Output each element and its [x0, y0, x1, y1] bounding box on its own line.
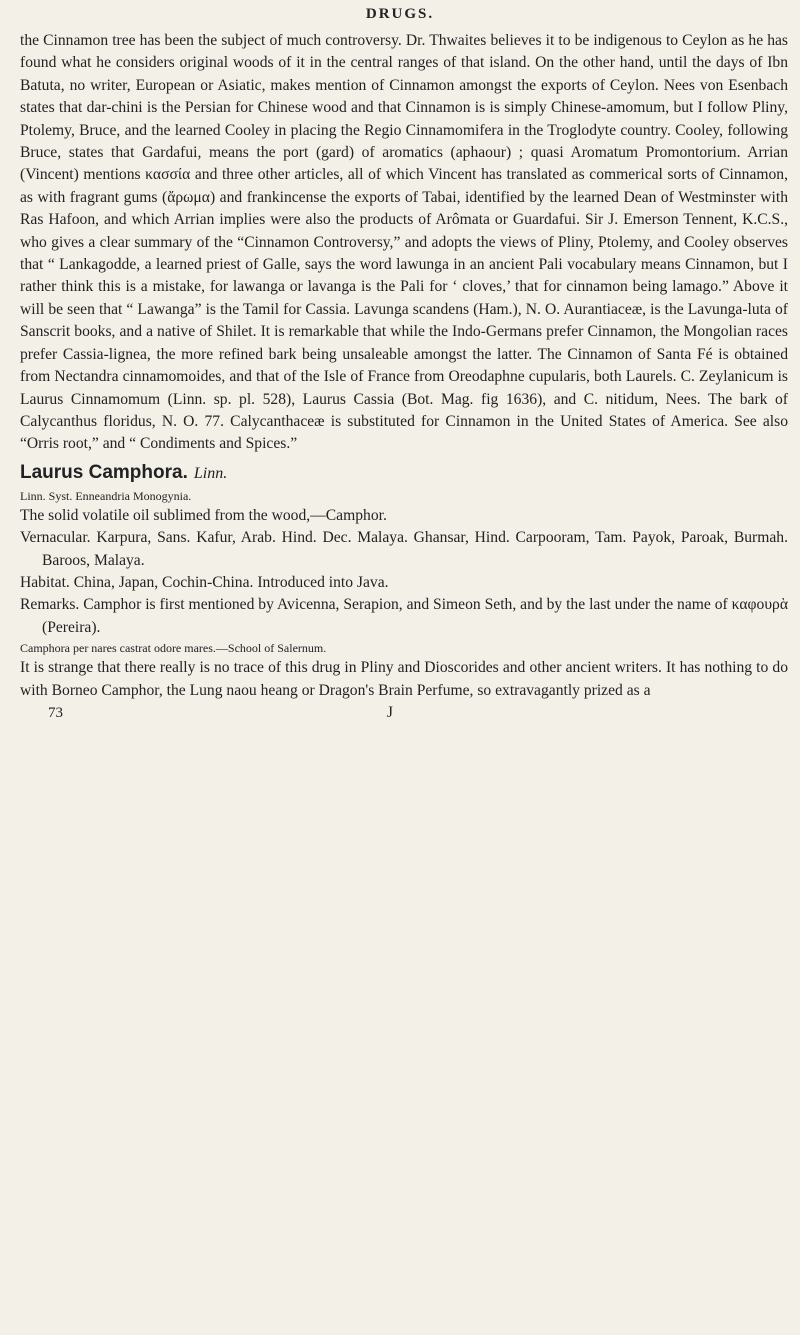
- vernacular-entry: Vernacular. Karpura, Sans. Kafur, Arab. Hind. Dec. Malaya. Ghansar, Hind. Carpooram, Tam. Payok, Paroak, Burmah. Baroos, Malaya.: [20, 529, 788, 569]
- section-heading: [20, 460, 788, 487]
- running-head: DRUGS.: [365, 6, 435, 22]
- remarks-entry: Remarks. Camphor is first mentioned by Avicenna, Serapion, and Simeon Seth, and by the last under the name of καφουρὰ (Pereira).: [20, 596, 788, 636]
- classification-line: Linn. Syst. Enneandria Monogynia.: [20, 488, 192, 503]
- page-footer: [20, 702, 788, 724]
- heading-authority: Linn.: [193, 464, 228, 482]
- signature-mark: J: [386, 703, 393, 721]
- page-number: 73: [48, 704, 63, 721]
- page-body: [20, 30, 788, 724]
- heading-title: Laurus Camphora.: [20, 461, 188, 483]
- habitat-entry: Habitat. China, Japan, Cochin-China. Introduced into Java.: [20, 573, 389, 591]
- latin-quote: Camphora per nares castrat odore mares.—School of Salernum.: [20, 641, 327, 656]
- description-line: The solid volatile oil sublimed from the wood,—Camphor.: [20, 506, 387, 524]
- paragraph-cinnamon-controversy: the Cinnamon tree has been the subject of much controversy. Dr. Thwaites believes it to be indigenous to Ceylon as he has found what he considers original woods of it in the central ranges of that island. On the other hand, until the days of Ibn Batuta, no writer, European or Asiatic, makes mention of Cinnamon amongst the exports of Ceylon. Nees von Esenbach states that dar-chini is the Persian for Chinese wood and that Cinnamon is is simply Chinese-amomum, but I follow Pliny, Ptolemy, Bruce, and the learned Cooley in placing the Regio Cinnamomifera in the Troglodyte country. Cooley, following Bruce, states that Gardafui, means the port (gard) of aromatics (aphaour) ; quasi Aromatum Promontorium. Arrian (Vincent) mentions κασσία and three other articles, all of which Vincent has translated as commerical sorts of Cinnamon, as with fragrant gums (ἄρωμα) and frankincense the exports of Tabai, identified by the learned Dean of Westminster with Ras Hafoon, and which Arrian implies were also the products of Arômata or Guardafui. Sir J. Emerson Tennent, K.C.S., who gives a clear summary of the “Cinnamon Controversy,” and adopts the views of Pliny, Ptolemy, and Cooley observes that “ Lankagodde, a learned priest of Galle, says the word lawunga in an ancient Pali vocabulary means Cinnamon, but I rather think this is a mistake, for lawanga or lavanga is the Pali for ‘ cloves,’ that for cinnamon being lamago.” Above it will be seen that “ Lawanga” is the Tamil for Cassia. Lavunga scandens (Ham.), N. O. Aurantiaceæ, is the Lavunga-luta of Sanscrit books, and a native of Shilet. It is remarkable that while the Indo-Germans prefer Cinnamon, the Mongolian races prefer Cassia-lignea, the more refined bark being unsaleable amongst the latter. The Cinnamon of Santa Fé is obtained from Nectandra cinnamomoides, and that of the Isle of France from Oreodaphne cupularis, both Laurels. C. Zeylanicum is Laurus Cinnamomum (Linn. sp. pl. 528), Laurus Cassia (Bot. Mag. fig 1636), and C. nitidum, Nees. The bark of Calycanthus floridus, N. O. 77. Calycanthaceæ is substituted for Cinnamon in the United States of America. See also “Orris root,” and “ Condiments and Spices.”: [20, 32, 788, 453]
- closing-paragraph: It is strange that there really is no trace of this drug in Pliny and Dioscorides and other ancient writers. It has nothing to do with Borneo Camphor, the Lung naou heang or Dragon's Brain Perfume, so extravagantly prized as a: [20, 659, 788, 699]
